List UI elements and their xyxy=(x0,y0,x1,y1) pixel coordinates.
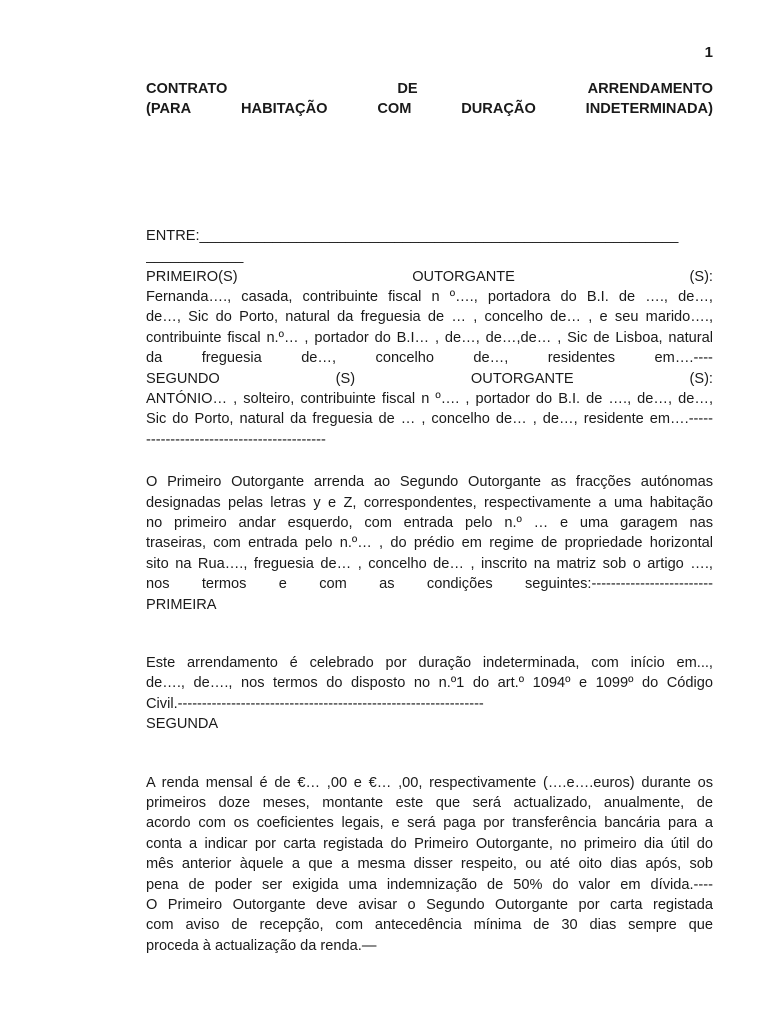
clause-segunda-text xyxy=(146,773,713,957)
word: concelho xyxy=(375,350,434,367)
heading-word: (S): xyxy=(689,370,713,387)
word: residentes xyxy=(547,350,616,367)
text-line: de…, Sic do Porto, natural da freguesia de … , concelho de… , e seu marido…., xyxy=(146,309,713,326)
segundo-outorgante-heading xyxy=(146,369,713,389)
text-line: Civil.--------------------------------------------------------------- xyxy=(146,695,484,712)
title-line-2 xyxy=(146,99,713,119)
heading-word: PRIMEIRO(S) xyxy=(146,268,238,285)
clause-heading-primeira: PRIMEIRA xyxy=(146,596,217,613)
text-line: Este arrendamento é celebrado por duração indeterminada, com início em..., xyxy=(146,655,713,671)
primeiro-outorgante-details xyxy=(146,287,713,369)
text-line: designadas pelas letras y e Z, correspondentes, respectivamente a uma habitação xyxy=(146,494,713,511)
text-line: mês anterior àquele a que a mesma disser respeito, ou até oito dias após, sob xyxy=(146,856,713,873)
word: em….---- xyxy=(654,350,713,367)
text-line: primeiros doze meses, montante este que será actualizado, anualmente, de xyxy=(146,795,713,812)
text-line: no primeiro andar esquerdo, com entrada pelo n.º … e uma garagem nas xyxy=(146,514,713,531)
title-word: DURAÇÃO xyxy=(461,101,536,118)
text-line: A renda mensal é de €… ,00 e €… ,00, respectivamente (….e….euros) durante os xyxy=(146,774,713,791)
intro-paragraph xyxy=(146,472,713,594)
text-line: traseiras, com entrada pelo n.º… , do prédio em regime de propriedade horizontal xyxy=(146,535,713,552)
text-line: de…., de…., nos termos do disposto no n.º1 do art.º 1094º e 1099º do Código xyxy=(146,675,713,692)
title-word: INDETERMINADA) xyxy=(585,101,713,118)
text-line: contribuinte fiscal n.º… , portador do B.I… , de…, de…,de… , Sic de Lisboa, natural xyxy=(146,329,713,346)
page-number: 1 xyxy=(704,44,713,61)
word: termos xyxy=(201,576,247,593)
text-line: com aviso de recepção, com antecedência mínima de 30 dias sempre que xyxy=(146,917,713,934)
text-line: conta a indicar por carta registada do Primeiro Outorgante, no primeiro dia útil do xyxy=(146,835,713,852)
word: freguesia xyxy=(201,350,262,367)
document-body xyxy=(146,79,713,956)
text-line xyxy=(146,348,713,368)
text-line: Fernanda…., casada, contribuinte fiscal n º…., portadora do B.I. de …., de…, xyxy=(146,288,713,305)
text-line: pena de poder ser exigida uma indemnização de 50% do valor em dívida.---- xyxy=(146,876,713,893)
text-line: ------------------------------------- xyxy=(146,431,326,448)
word: da xyxy=(146,350,163,367)
word: com xyxy=(319,576,347,593)
entre-line: ENTRE:___________________________________________________________ xyxy=(146,227,679,244)
entre-line-continuation: ____________ xyxy=(146,248,244,265)
heading-word: (S): xyxy=(689,268,713,285)
word: as xyxy=(379,576,395,593)
word: condições xyxy=(426,576,493,593)
text-line: O Primeiro Outorgante arrenda ao Segundo Outorgante as fracções autónomas xyxy=(146,474,713,491)
title-word: DE xyxy=(397,81,418,97)
text-line: O Primeiro Outorgante deve avisar o Segundo Outorgante por carta registada xyxy=(146,897,713,914)
title-line-1 xyxy=(146,79,713,99)
contract-title xyxy=(146,79,713,120)
clause-heading-segunda: SEGUNDA xyxy=(146,716,219,733)
heading-word: OUTORGANTE xyxy=(470,370,574,387)
segundo-outorgante-details xyxy=(146,389,713,450)
text-line xyxy=(146,574,713,594)
word: seguintes:------------------------- xyxy=(524,576,713,593)
primeiro-outorgante-heading xyxy=(146,267,713,287)
text-line: ANTÓNIO… , solteiro, contribuinte fiscal n º…. , portador do B.I. de …., de…, de…, xyxy=(146,390,713,407)
heading-word: (S) xyxy=(335,370,356,387)
title-word: CONTRATO xyxy=(146,81,228,97)
clause-primeira-text xyxy=(146,653,713,714)
heading-word: OUTORGANTE xyxy=(412,268,515,285)
heading-word: SEGUNDO xyxy=(146,370,220,387)
title-word: ARRENDAMENTO xyxy=(587,81,713,97)
text-line: sito na Rua…., freguesia de… , concelho de… , inscrito na matriz sob o artigo …., xyxy=(146,555,713,572)
parties-section xyxy=(146,226,713,450)
text-line: Sic do Porto, natural da freguesia de … , concelho de… , de…, residente em….----- xyxy=(146,411,713,428)
text-line: proceda à actualização da renda.— xyxy=(146,937,377,954)
title-word: COM xyxy=(377,101,412,118)
title-word: HABITAÇÃO xyxy=(240,101,328,118)
word: nos xyxy=(146,576,170,593)
word: e xyxy=(278,576,287,593)
word: de…, xyxy=(301,350,337,367)
title-word: (PARA xyxy=(146,101,192,118)
word: de…, xyxy=(473,350,509,367)
text-line: acordo com os coeficientes legais, e será paga por transferência bancária para a xyxy=(146,815,713,832)
